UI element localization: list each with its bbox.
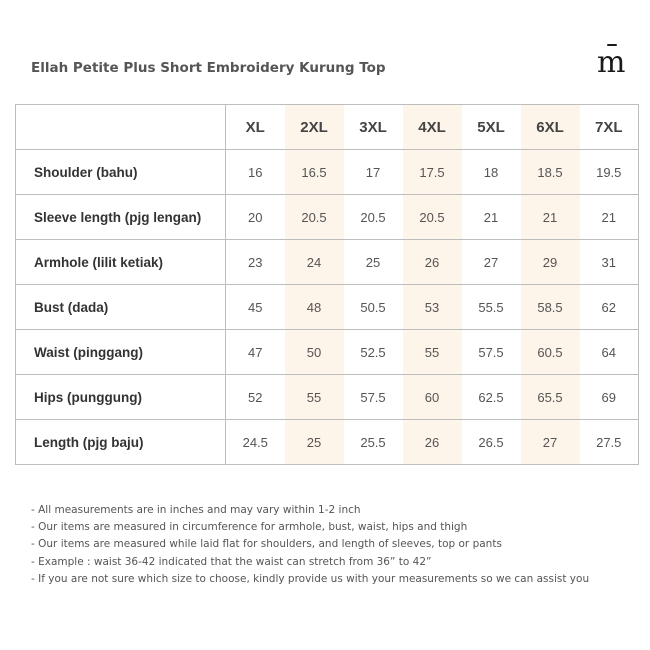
measurement-value: 24 [285,240,344,285]
measurement-value: 47 [226,330,285,375]
measurement-value: 48 [285,285,344,330]
measurement-value: 53 [403,285,462,330]
measurement-value: 16 [226,150,285,195]
measurement-value: 27 [521,420,580,465]
measurement-value: 62.5 [462,375,521,420]
measurement-value: 21 [462,195,521,240]
measurement-value: 19.5 [580,150,639,195]
measurement-value: 50 [285,330,344,375]
measurement-value: 24.5 [242,434,268,450]
measurement-label: Shoulder (bahu) [16,150,226,195]
measurement-label: Armhole (lilit ketiak) [16,240,226,285]
size-header: 4XL [403,105,462,150]
measurement-value: 52.5 [344,330,403,375]
measurement-value: 16.5 [285,150,344,195]
measurement-value: 18 [462,150,521,195]
measurement-value: 60 [403,375,462,420]
page-title: Ellah Petite Plus Short Embroidery Kurung Top [31,60,386,76]
note-line: - Example : waist 36-42 indicated that the waist can stretch from 36” to 42” [31,555,432,568]
note-line: - All measurements are in inches and may vary within 1-2 inch [31,504,361,516]
measurement-value: 69 [580,375,639,420]
measurement-value: 27 [462,240,521,285]
measurement-label: Sleeve length (pjg lengan) [16,195,226,240]
size-header: 2XL [285,105,344,150]
measurement-value: 55.5 [462,285,521,330]
measurement-value: 27.5 [596,434,622,450]
measurement-value: 26.5 [478,434,504,450]
table-row [16,330,639,375]
logo-letter: m [597,45,626,80]
measurement-value: 25.5 [360,434,386,450]
measurement-value: 52 [226,375,285,420]
size-header: 7XL [580,105,639,150]
measurement-value: 26 [403,420,462,465]
measurement-value: 20.5 [285,195,344,240]
measurement-value: 25 [344,240,403,285]
note-line: - Our items are measured in circumference for armhole, bust, waist, hips and thigh [31,521,468,534]
table-row [16,420,639,465]
measurement-value: 62 [580,285,639,330]
brand-logo [597,44,625,78]
measurement-value: 20 [226,195,285,240]
measurement-value: 58.5 [521,285,580,330]
measurement-value: 26 [403,240,462,285]
note-line: - If you are not sure which size to choose, kindly provide us with your measurements so we can assist you [31,572,590,585]
table-row [16,375,639,420]
corner-cell [16,105,226,150]
note-line: - Our items are measured while laid flat for shoulders, and length of sleeves, top or pants [31,538,502,551]
table-row [16,240,639,285]
size-header: XL [226,105,285,150]
size-header: 5XL [462,105,521,150]
measurement-label: Hips (punggung) [16,375,226,420]
measurement-value: 31 [580,240,639,285]
measurement-value: 21 [580,195,639,240]
size-chart-table [15,104,639,465]
measurement-value: 64 [580,330,639,375]
measurement-notes [31,502,589,588]
measurement-value: 17 [344,150,403,195]
measurement-value: 55 [403,330,462,375]
measurement-label: Length (pjg baju) [16,420,226,465]
measurement-value: 20.5 [344,195,403,240]
size-header: 6XL [521,105,580,150]
measurement-label: Waist (pinggang) [16,330,226,375]
table-row [16,285,639,330]
measurement-value: 18.5 [521,150,580,195]
size-header: 3XL [344,105,403,150]
measurement-value: 65.5 [521,375,580,420]
table-row [16,195,639,240]
measurement-value: 21 [521,195,580,240]
measurement-value: 57.5 [462,330,521,375]
measurement-value: 23 [226,240,285,285]
measurement-value: 25 [285,420,344,465]
measurement-value: 57.5 [344,375,403,420]
measurement-value: 29 [521,240,580,285]
measurement-value: 55 [285,375,344,420]
measurement-value: 20.5 [403,195,462,240]
table-row [16,150,639,195]
measurement-value: 17.5 [403,150,462,195]
size-header-row [16,105,639,150]
measurement-value: 50.5 [344,285,403,330]
measurement-label: Bust (dada) [16,285,226,330]
measurement-value: 60.5 [521,330,580,375]
measurement-value: 45 [226,285,285,330]
